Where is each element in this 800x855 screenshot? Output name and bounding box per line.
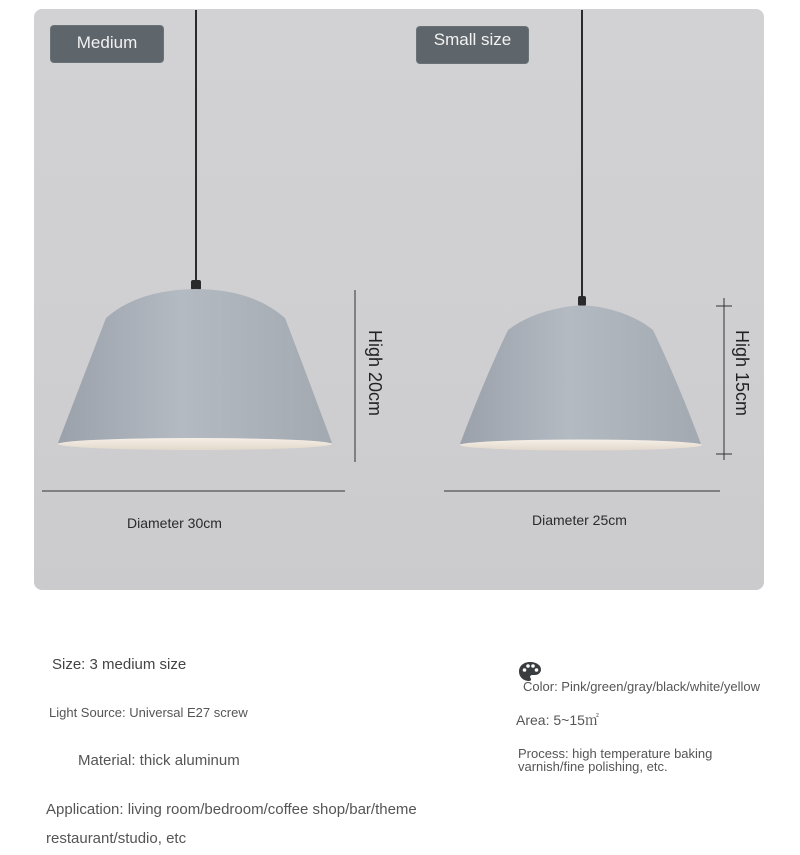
medium-lamp bbox=[58, 10, 332, 450]
small-height-label: High 15cm bbox=[732, 330, 752, 417]
small-lamp bbox=[460, 10, 702, 451]
medium-height-label: High 20cm bbox=[365, 330, 385, 417]
spec-light-source: Light Source: Universal E27 screw bbox=[49, 705, 248, 720]
spec-process: Process: high temperature baking varnish/fine polishing, etc. bbox=[518, 746, 713, 774]
small-diameter-label: Diameter 25cm bbox=[532, 512, 627, 528]
medium-diameter-label: Diameter 30cm bbox=[127, 515, 222, 531]
medium-size-tag: Medium bbox=[50, 25, 164, 63]
spec-application: Application: living room/bedroom/coffee shop/bar/theme restaurant/studio, etc bbox=[46, 801, 417, 847]
spec-size: Size: 3 medium size bbox=[52, 656, 187, 673]
spec-area: Area: 5~15㎡ bbox=[516, 712, 599, 728]
spec-material: Material: thick aluminum bbox=[78, 752, 240, 769]
small-size-tag: Small size bbox=[416, 26, 529, 64]
spec-color: Color: Pink/green/gray/black/white/yellow bbox=[523, 679, 760, 694]
